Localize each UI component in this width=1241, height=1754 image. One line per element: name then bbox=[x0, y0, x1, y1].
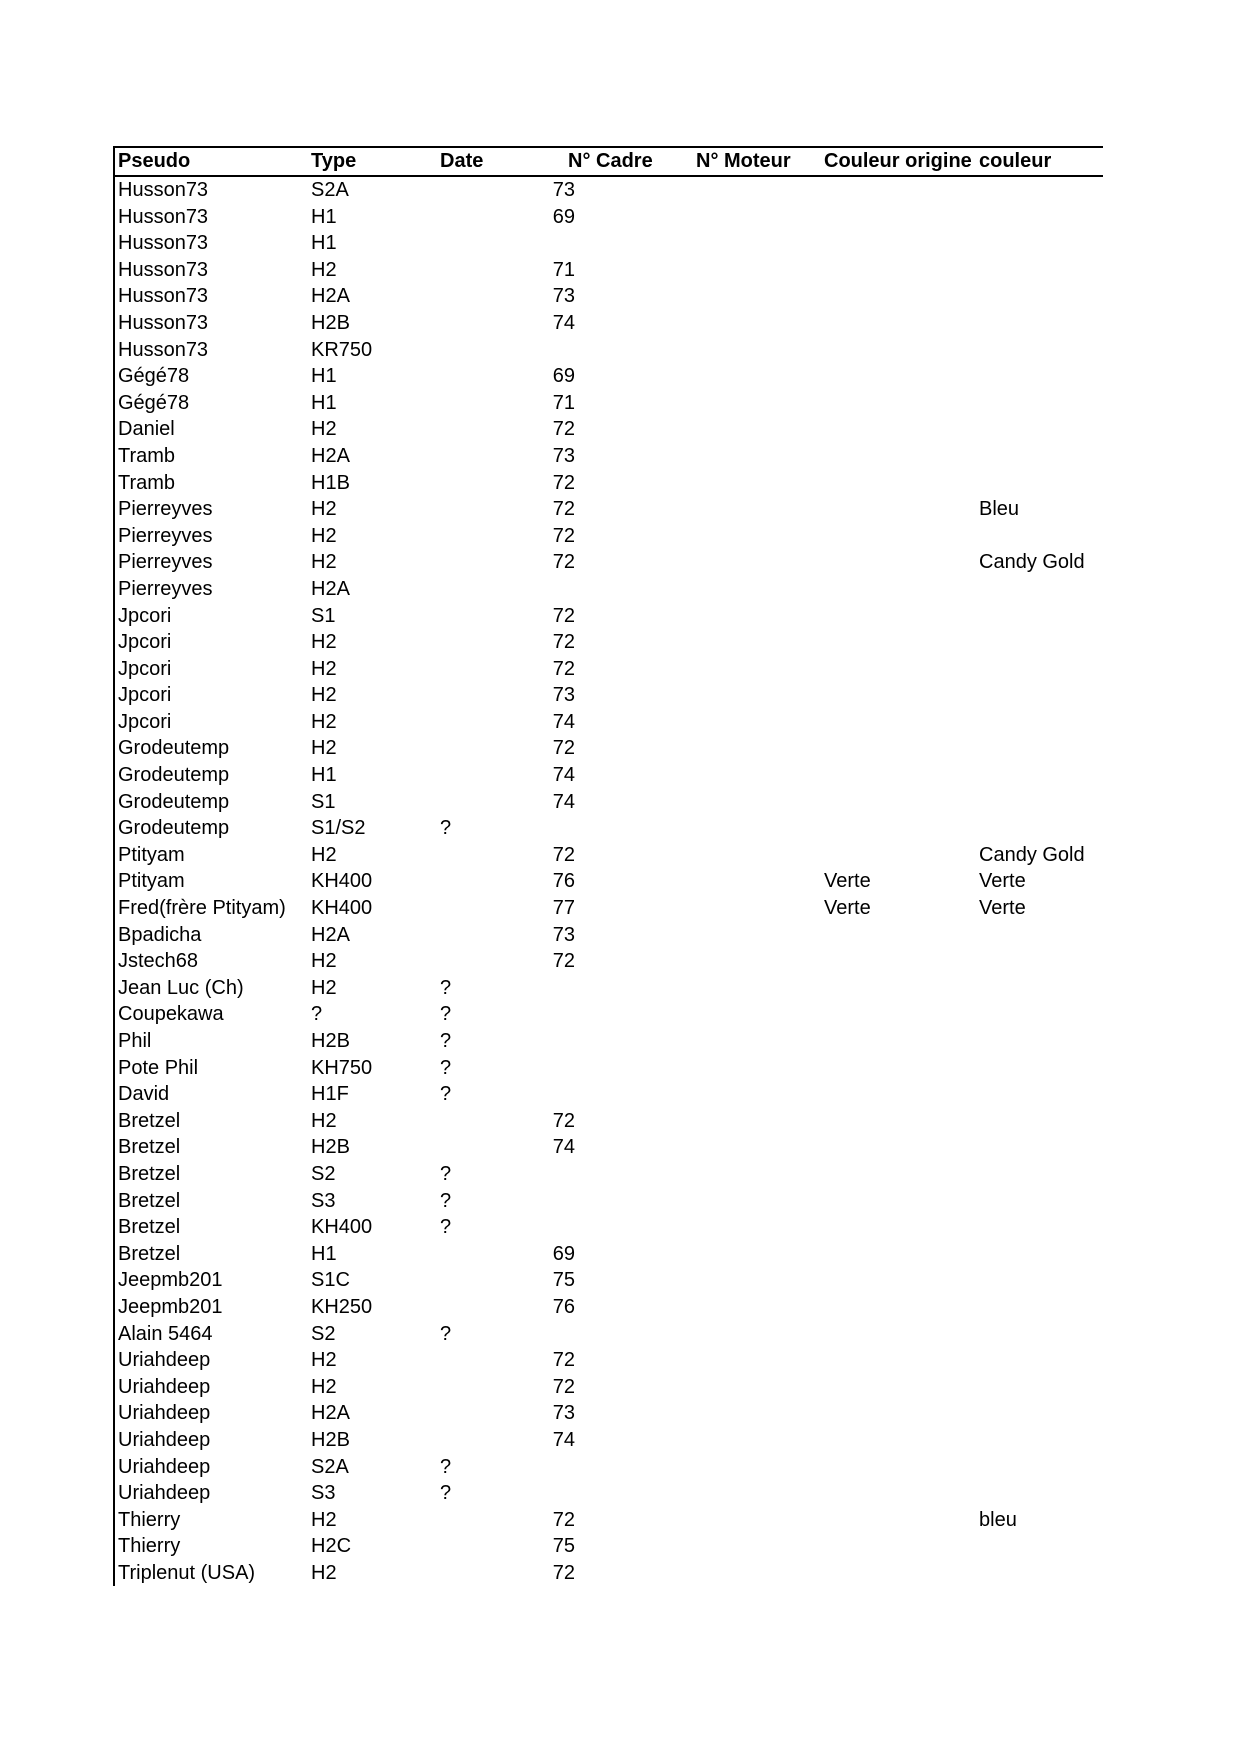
cell-pseudo: Phil bbox=[118, 1030, 152, 1052]
table-row bbox=[113, 603, 1103, 630]
cell-type: S2A bbox=[311, 1455, 349, 1478]
cell-cadre: 74 bbox=[552, 710, 575, 733]
cell-type: H2 bbox=[311, 843, 337, 866]
cell-couleur: bleu bbox=[979, 1508, 1017, 1531]
cell-date: ? bbox=[440, 1056, 452, 1079]
cell-cadre: 72 bbox=[552, 551, 575, 574]
cell-type: H2B bbox=[311, 1030, 350, 1052]
table-row bbox=[113, 204, 1103, 231]
table-row bbox=[113, 523, 1103, 550]
cell-cadre: 74 bbox=[552, 311, 575, 334]
table-row bbox=[113, 656, 1103, 683]
table-row bbox=[113, 576, 1103, 603]
table-row bbox=[113, 1267, 1103, 1294]
cell-pseudo: Grodeutemp bbox=[118, 817, 230, 840]
cell-pseudo: Uriahdeep bbox=[118, 1455, 211, 1478]
cell-cadre: 69 bbox=[552, 365, 575, 388]
table-row bbox=[113, 1055, 1103, 1082]
cell-pseudo: Thierry bbox=[118, 1508, 181, 1531]
cell-type: H2B bbox=[311, 1428, 350, 1451]
cell-cadre: 72 bbox=[552, 843, 575, 866]
table-row bbox=[113, 682, 1103, 709]
cell-type: H2 bbox=[311, 950, 337, 973]
cell-type: S1 bbox=[311, 790, 336, 813]
cell-pseudo: Jeepmb201 bbox=[118, 1269, 223, 1292]
cell-cadre: 72 bbox=[552, 498, 575, 521]
cell-pseudo: Alain 5464 bbox=[118, 1322, 213, 1345]
cell-date: ? bbox=[440, 1083, 452, 1106]
cell-type: H1 bbox=[311, 391, 337, 414]
cell-date: ? bbox=[440, 1482, 452, 1505]
cell-pseudo: Grodeutemp bbox=[118, 790, 230, 813]
cell-pseudo: Jpcori bbox=[118, 604, 172, 627]
cell-type: S1 bbox=[311, 604, 336, 627]
cell-type: H2 bbox=[311, 684, 337, 707]
table-row bbox=[113, 257, 1103, 284]
cell-cadre: 72 bbox=[552, 1508, 575, 1531]
cell-type: H2 bbox=[311, 498, 337, 521]
table-body bbox=[113, 177, 1103, 1586]
header-type: Type bbox=[311, 150, 357, 172]
table-row bbox=[113, 1241, 1103, 1268]
table-row bbox=[113, 310, 1103, 337]
cell-pseudo: Husson73 bbox=[118, 285, 209, 308]
cell-cadre: 72 bbox=[552, 1561, 575, 1584]
table-row bbox=[113, 1454, 1103, 1481]
table-row bbox=[113, 177, 1103, 204]
table-row bbox=[113, 549, 1103, 576]
cell-pseudo: Ptityam bbox=[118, 843, 185, 866]
cell-date: ? bbox=[440, 1189, 452, 1212]
cell-date: ? bbox=[440, 976, 452, 999]
cell-cadre: 76 bbox=[552, 1295, 575, 1318]
cell-pseudo: Jstech68 bbox=[118, 950, 199, 973]
cell-pseudo: Uriahdeep bbox=[118, 1482, 211, 1505]
cell-pseudo: Bretzel bbox=[118, 1216, 181, 1239]
cell-type: H2 bbox=[311, 1375, 337, 1398]
cell-type: S1C bbox=[311, 1269, 350, 1292]
table-row bbox=[113, 1374, 1103, 1401]
cell-type: H2A bbox=[311, 577, 350, 600]
table-row bbox=[113, 337, 1103, 364]
cell-type: KH250 bbox=[311, 1295, 373, 1318]
cell-type: H2 bbox=[311, 631, 337, 654]
cell-type: KH400 bbox=[311, 897, 373, 920]
cell-pseudo: Bretzel bbox=[118, 1136, 181, 1159]
cell-type: H2 bbox=[311, 1349, 337, 1372]
cell-cadre: 73 bbox=[552, 285, 575, 308]
cell-pseudo: Husson73 bbox=[118, 205, 209, 228]
cell-type: H2A bbox=[311, 923, 350, 946]
cell-type: H2A bbox=[311, 285, 350, 308]
cell-couleur: Verte bbox=[979, 870, 1026, 893]
header-couleur: couleur bbox=[979, 150, 1052, 172]
cell-cadre: 72 bbox=[552, 631, 575, 654]
cell-pseudo: David bbox=[118, 1083, 170, 1106]
table-row bbox=[113, 709, 1103, 736]
cell-type: S3 bbox=[311, 1482, 336, 1505]
cell-cadre: 74 bbox=[552, 1136, 575, 1159]
cell-cadre: 73 bbox=[552, 444, 575, 467]
cell-pseudo: Tramb bbox=[118, 444, 176, 467]
cell-cadre: 76 bbox=[552, 870, 575, 893]
cell-pseudo: Pote Phil bbox=[118, 1056, 199, 1079]
cell-cadre: 72 bbox=[552, 1109, 575, 1132]
cell-type: S2 bbox=[311, 1162, 336, 1185]
cell-pseudo: Jpcori bbox=[118, 657, 172, 680]
cell-cadre: 72 bbox=[552, 950, 575, 973]
cell-type: H2 bbox=[311, 1109, 337, 1132]
cell-date: ? bbox=[440, 817, 452, 840]
cell-type: H2B bbox=[311, 311, 350, 334]
cell-cadre: 74 bbox=[552, 1428, 575, 1451]
table-row bbox=[113, 470, 1103, 497]
cell-cadre: 72 bbox=[552, 657, 575, 680]
cell-type: KR750 bbox=[311, 338, 373, 361]
cell-type: H1 bbox=[311, 205, 337, 228]
cell-type: H2 bbox=[311, 418, 337, 441]
table-row bbox=[113, 283, 1103, 310]
cell-cadre: 72 bbox=[552, 471, 575, 494]
cell-cadre: 69 bbox=[552, 1242, 575, 1265]
cell-type: H2 bbox=[311, 976, 337, 999]
cell-pseudo: Jpcori bbox=[118, 631, 172, 654]
cell-pseudo: Thierry bbox=[118, 1535, 181, 1558]
cell-pseudo: Bretzel bbox=[118, 1109, 181, 1132]
cell-cadre: 72 bbox=[552, 1349, 575, 1372]
table-row bbox=[113, 1427, 1103, 1454]
header-moteur: N° Moteur bbox=[696, 150, 791, 172]
cell-cadre: 73 bbox=[552, 923, 575, 946]
cell-pseudo: Gégé78 bbox=[118, 365, 190, 388]
header-pseudo: Pseudo bbox=[118, 150, 191, 172]
table-row bbox=[113, 1214, 1103, 1241]
cell-date: ? bbox=[440, 1030, 452, 1052]
cell-date: ? bbox=[440, 1322, 452, 1345]
cell-cadre: 72 bbox=[552, 418, 575, 441]
header-cadre: N° Cadre bbox=[568, 150, 653, 172]
cell-type: KH400 bbox=[311, 1216, 373, 1239]
table-row bbox=[113, 789, 1103, 816]
table-row bbox=[113, 1134, 1103, 1161]
table-row bbox=[113, 1028, 1103, 1055]
spreadsheet-table bbox=[113, 146, 1103, 1586]
cell-cadre: 73 bbox=[552, 1402, 575, 1425]
cell-pseudo: Bretzel bbox=[118, 1189, 181, 1212]
cell-type: H2 bbox=[311, 737, 337, 760]
cell-type: H2 bbox=[311, 551, 337, 574]
cell-type: H2B bbox=[311, 1136, 350, 1159]
table-row bbox=[113, 390, 1103, 417]
table-row bbox=[113, 629, 1103, 656]
cell-type: H2 bbox=[311, 524, 337, 547]
cell-type: H2C bbox=[311, 1535, 352, 1558]
cell-pseudo: Jeepmb201 bbox=[118, 1295, 223, 1318]
cell-date: ? bbox=[440, 1003, 452, 1026]
cell-pseudo: Husson73 bbox=[118, 258, 209, 281]
table-row bbox=[113, 1560, 1103, 1587]
header-row bbox=[113, 146, 1103, 177]
cell-type: S1/S2 bbox=[311, 817, 366, 840]
table-row bbox=[113, 1480, 1103, 1507]
cell-pseudo: Fred(frère Ptityam) bbox=[118, 897, 286, 920]
table-row bbox=[113, 1161, 1103, 1188]
table-row bbox=[113, 1294, 1103, 1321]
cell-cadre: 69 bbox=[552, 205, 575, 228]
cell-pseudo: Uriahdeep bbox=[118, 1402, 211, 1425]
cell-pseudo: Husson73 bbox=[118, 179, 209, 201]
cell-cadre: 73 bbox=[552, 179, 575, 201]
cell-date: ? bbox=[440, 1455, 452, 1478]
cell-cadre: 71 bbox=[552, 258, 575, 281]
cell-type: H2A bbox=[311, 1402, 350, 1425]
cell-type: H2 bbox=[311, 1561, 337, 1584]
cell-couleur: Verte bbox=[979, 897, 1026, 920]
cell-pseudo: Husson73 bbox=[118, 232, 209, 255]
cell-type: H1 bbox=[311, 232, 337, 255]
cell-type: H2 bbox=[311, 1508, 337, 1531]
cell-pseudo: Jpcori bbox=[118, 710, 172, 733]
table-row bbox=[113, 1001, 1103, 1028]
cell-pseudo: Coupekawa bbox=[118, 1003, 224, 1026]
cell-cadre: 73 bbox=[552, 684, 575, 707]
cell-pseudo: Pierreyves bbox=[118, 498, 213, 521]
cell-pseudo: Uriahdeep bbox=[118, 1428, 211, 1451]
cell-type: S2 bbox=[311, 1322, 336, 1345]
cell-pseudo: Jean Luc (Ch) bbox=[118, 976, 244, 999]
cell-cadre: 72 bbox=[552, 737, 575, 760]
cell-cadre: 72 bbox=[552, 1375, 575, 1398]
cell-pseudo: Husson73 bbox=[118, 311, 209, 334]
cell-type: H2A bbox=[311, 444, 350, 467]
table-row bbox=[113, 762, 1103, 789]
table-row bbox=[113, 975, 1103, 1002]
cell-pseudo: Uriahdeep bbox=[118, 1349, 211, 1372]
table-row bbox=[113, 735, 1103, 762]
table-row bbox=[113, 363, 1103, 390]
cell-pseudo: Grodeutemp bbox=[118, 737, 230, 760]
table-row bbox=[113, 1081, 1103, 1108]
table-row bbox=[113, 948, 1103, 975]
header-date: Date bbox=[440, 150, 484, 172]
cell-pseudo: Jpcori bbox=[118, 684, 172, 707]
cell-cadre: 77 bbox=[552, 897, 575, 920]
cell-type: S3 bbox=[311, 1189, 336, 1212]
cell-pseudo: Uriahdeep bbox=[118, 1375, 211, 1398]
cell-type: ? bbox=[311, 1003, 323, 1026]
cell-cadre: 75 bbox=[552, 1535, 575, 1558]
table-row bbox=[113, 416, 1103, 443]
cell-pseudo: Tramb bbox=[118, 471, 176, 494]
table-row bbox=[113, 496, 1103, 523]
cell-type: H1 bbox=[311, 1242, 337, 1265]
cell-pseudo: Pierreyves bbox=[118, 577, 213, 600]
table-row bbox=[113, 1400, 1103, 1427]
cell-couleur-origine: Verte bbox=[824, 897, 871, 920]
cell-pseudo: Daniel bbox=[118, 418, 175, 441]
cell-type: H1B bbox=[311, 471, 350, 494]
cell-pseudo: Triplenut (USA) bbox=[118, 1561, 256, 1584]
cell-type: H2 bbox=[311, 258, 337, 281]
table-row bbox=[113, 815, 1103, 842]
cell-pseudo: Husson73 bbox=[118, 338, 209, 361]
cell-type: H1 bbox=[311, 764, 337, 787]
cell-date: ? bbox=[440, 1216, 452, 1239]
cell-cadre: 72 bbox=[552, 524, 575, 547]
cell-pseudo: Ptityam bbox=[118, 870, 185, 893]
cell-pseudo: Pierreyves bbox=[118, 551, 213, 574]
cell-type: H1 bbox=[311, 365, 337, 388]
table-row bbox=[113, 1507, 1103, 1534]
table-row bbox=[113, 842, 1103, 869]
header-couleur-origine: Couleur origine bbox=[824, 150, 972, 172]
table-row bbox=[113, 443, 1103, 470]
cell-cadre: 75 bbox=[552, 1269, 575, 1292]
cell-couleur: Bleu bbox=[979, 498, 1020, 521]
cell-cadre: 72 bbox=[552, 604, 575, 627]
cell-pseudo: Gégé78 bbox=[118, 391, 190, 414]
table-row bbox=[113, 1188, 1103, 1215]
table-row bbox=[113, 1108, 1103, 1135]
cell-type: H1F bbox=[311, 1083, 349, 1106]
cell-type: H2 bbox=[311, 710, 337, 733]
cell-cadre: 71 bbox=[552, 391, 575, 414]
cell-cadre: 74 bbox=[552, 790, 575, 813]
cell-pseudo: Grodeutemp bbox=[118, 764, 230, 787]
cell-type: KH750 bbox=[311, 1056, 373, 1079]
cell-pseudo: Bpadicha bbox=[118, 923, 202, 946]
table-row bbox=[113, 230, 1103, 257]
cell-pseudo: Bretzel bbox=[118, 1242, 181, 1265]
cell-couleur: Candy Gold bbox=[979, 551, 1085, 574]
table-row bbox=[113, 895, 1103, 922]
table-row bbox=[113, 1347, 1103, 1374]
cell-type: S2A bbox=[311, 179, 349, 201]
cell-pseudo: Pierreyves bbox=[118, 524, 213, 547]
table-row bbox=[113, 1321, 1103, 1348]
cell-cadre: 74 bbox=[552, 764, 575, 787]
cell-couleur: Candy Gold bbox=[979, 843, 1085, 866]
cell-couleur-origine: Verte bbox=[824, 870, 871, 893]
cell-type: H2 bbox=[311, 657, 337, 680]
cell-date: ? bbox=[440, 1162, 452, 1185]
table-row bbox=[113, 868, 1103, 895]
cell-type: KH400 bbox=[311, 870, 373, 893]
table-row bbox=[113, 922, 1103, 949]
table-row bbox=[113, 1533, 1103, 1560]
cell-pseudo: Bretzel bbox=[118, 1162, 181, 1185]
